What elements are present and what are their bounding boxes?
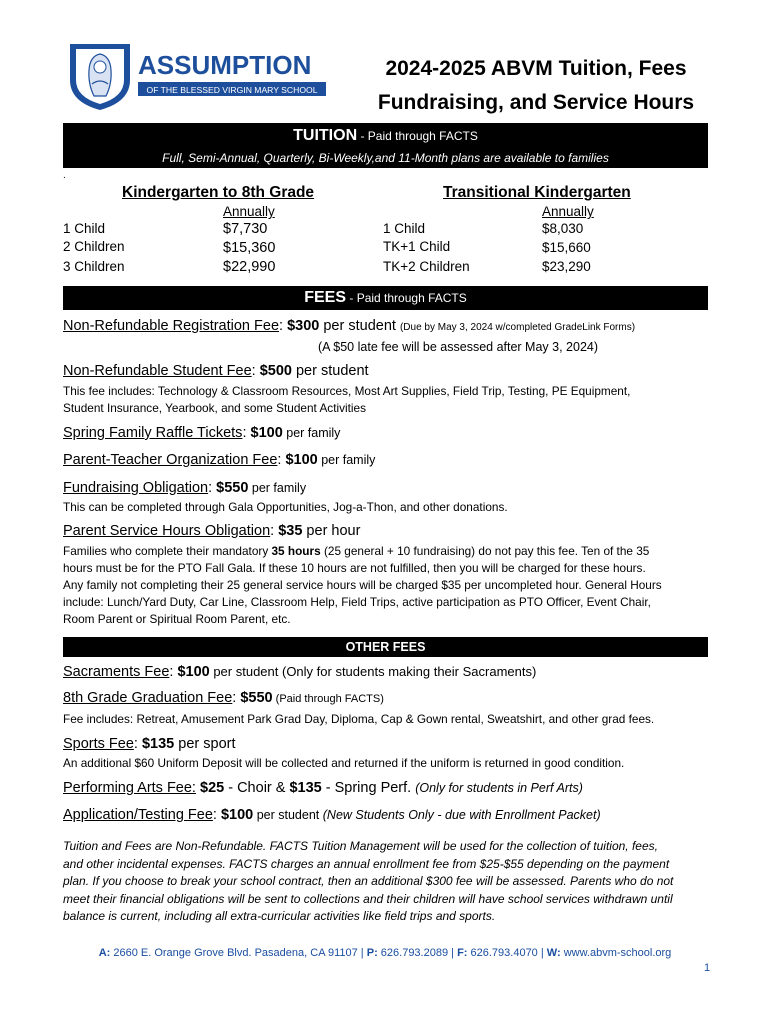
tk-row-label: TK+1 Child <box>383 239 451 254</box>
performing-arts-fee: Performing Arts Fee: $25 - Choir & $135 - Spring Perf. (Only for students in Perf Arts) <box>63 780 583 796</box>
service-hours-obligation: Parent Service Hours Obligation: $35 per hour <box>63 523 361 539</box>
contact-address: A: 2660 E. Orange Grove Blvd. Pasadena, CA 91107 | P: 626.793.2089 | F: 626.793.4070 | W: www.abvm-school.org <box>98 947 672 959</box>
page-number: 1 <box>704 962 711 974</box>
k8-row-label: 2 Children <box>63 239 125 254</box>
tk-row-amount: $15,660 <box>542 240 591 255</box>
school-logo <box>68 40 330 112</box>
tk-row-amount: $23,290 <box>542 259 591 274</box>
tk-heading: Transitional Kindergarten <box>443 184 631 201</box>
service-hours-desc: Families who complete their mandatory 35 hours (25 general + 10 fundraising) do not pay this fee. Ten of the 35 hours must be for the PTO Fall Gala. If these 10 hours are not fulfilled, then you will be charged for these hours. Any family not completing their 25 general service hours will be charged $35 per uncompleted hour. General Hours include: Lunch/Yard Duty, Car Line, Classroom Help, Field Trips, active participation as PTO Officer, Event Chair, Room Parent or Spiritual Room Parent, etc. <box>63 544 662 626</box>
registration-fee: Non-Refundable Registration Fee: $300 per student (Due by May 3, 2024 w/completed GradeLink Forms) <box>63 318 636 334</box>
footer-disclaimer: Tuition and Fees are Non-Refundable. FACTS Tuition Management will be used for the collection of tuition, fees, and other incidental expenses. FACTS charges an annual enrollment fee from $25-$55 depending on the payment plan. If you choose to break your school contract, then an additional $300 fee will be assessed. Parents who do not meet their financial obligations will be sent to collections and their children will have school services withdrawn until balance is current, including all extra-curricular activities like field trips and sports. <box>63 839 674 923</box>
other-fees-header-bar: OTHER FEES <box>63 637 708 657</box>
k8-row-amount: $15,360 <box>223 240 276 256</box>
fundraising-obligation: Fundraising Obligation: $550 per family <box>63 480 307 496</box>
graduation-desc: Fee includes: Retreat, Amusement Park Grad Day, Diploma, Cap & Gown rental, Sweatshirt, and other grad fees. <box>63 712 655 726</box>
sacraments-fee: Sacraments Fee: $100 per student (Only for students making their Sacraments) <box>63 664 537 680</box>
fundraising-desc: This can be completed through Gala Opportunities, Jog-a-Thon, and other donations. <box>63 500 508 514</box>
sports-desc: An additional $60 Uniform Deposit will be collected and returned if the uniform is returned in good condition. <box>63 756 625 770</box>
page-title: 2024-2025 ABVM Tuition, Fees Fundraising, and Service Hours <box>377 57 695 114</box>
graduation-fee: 8th Grade Graduation Fee: $550 (Paid through FACTS) <box>63 690 384 706</box>
k8-row-label: 3 Children <box>63 259 125 274</box>
website-link[interactable]: www.abvm-school.org <box>560 947 672 959</box>
application-fee: Application/Testing Fee: $100 per student (New Students Only - due with Enrollment Packet) <box>63 807 601 823</box>
logo-subtitle: OF THE BLESSED VIRGIN MARY SCHOOL <box>146 85 318 95</box>
k8-row-amount: $22,990 <box>223 259 276 275</box>
k8-heading: Kindergarten to 8th Grade <box>122 184 315 201</box>
tk-annually: Annually <box>542 204 594 219</box>
tk-row-amount: $8,030 <box>542 221 584 236</box>
raffle-fee: Spring Family Raffle Tickets: $100 per family <box>63 425 341 441</box>
stray-dot: . <box>63 170 66 181</box>
fees-header-bar: FEES - Paid through FACTS <box>63 286 708 310</box>
logo-name: ASSUMPTION <box>138 50 312 80</box>
tuition-header-bar: TUITION - Paid through FACTS <box>63 123 708 148</box>
k8-annually: Annually <box>223 204 275 219</box>
sports-fee: Sports Fee: $135 per sport <box>63 736 236 752</box>
k8-row-label: 1 Child <box>63 221 106 236</box>
payment-plans-note: Full, Semi-Annual, Quarterly, Bi-Weekly,and 11-Month plans are available to families <box>63 148 708 168</box>
tk-row-label: TK+2 Children <box>383 259 470 274</box>
student-fee: Non-Refundable Student Fee: $500 per student <box>63 363 369 379</box>
k8-row-amount: $7,730 <box>223 221 268 237</box>
late-fee-note: (A $50 late fee will be assessed after May 3, 2024) <box>318 340 599 354</box>
tk-row-label: 1 Child <box>383 221 426 236</box>
student-fee-desc: This fee includes: Technology & Classroom Resources, Most Art Supplies, Field Trip, Testing, PE Equipment, Student Insurance, Yearbook, and some Student Activities <box>63 384 631 415</box>
pto-fee: Parent-Teacher Organization Fee: $100 per family <box>63 452 376 468</box>
